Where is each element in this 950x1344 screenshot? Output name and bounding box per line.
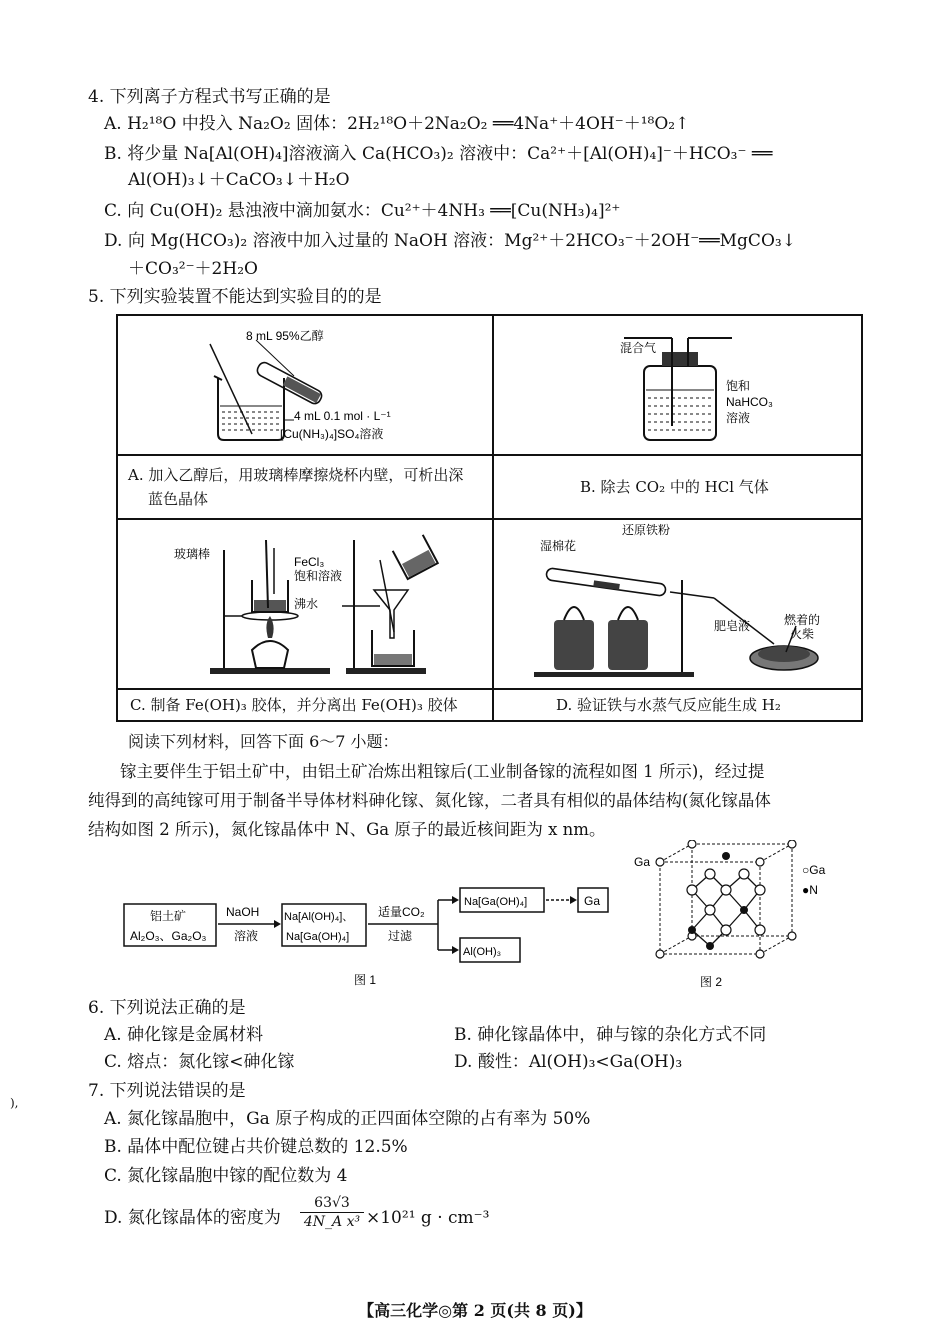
flow-arrow-naoh: NaOH: [226, 905, 260, 919]
flow-box-ore: 铝土矿: [150, 909, 187, 923]
figure2-legend-ga: ○Ga: [802, 863, 826, 877]
cell-a-figure: [117, 315, 493, 455]
q5-apparatus-table: [116, 314, 863, 722]
caption-a-line2: 蓝色晶体: [148, 490, 209, 508]
flow-box-ga: Ga: [584, 894, 601, 908]
flow-box-ore-oxides: Al₂O₃、Ga₂O₃: [130, 929, 207, 943]
figure1-caption: 图 1: [354, 973, 377, 987]
q7-option-b: B. 晶体中配位键占共价键总数的 12.5%: [104, 1137, 408, 1157]
q7-option-a: A. 氮化镓晶胞中，Ga 原子构成的正四面体空隙的占有率为 50%: [104, 1109, 591, 1129]
page-footer: 【高三化学◎第 2 页(共 8 页)】: [358, 1301, 592, 1320]
reading-line1: 镓主要伴生于铝土矿中，由铝土矿冶炼出粗镓后(工业制备镓的流程如图 1 所示)，经过提: [120, 762, 765, 781]
cell-b-caption: [493, 455, 862, 519]
q4-stem: 4. 下列离子方程式书写正确的是: [88, 87, 331, 107]
q7-density-fraction: [300, 1194, 364, 1231]
q6-stem: 6. 下列说法正确的是: [88, 998, 246, 1018]
apparatus-b-diagram: [494, 316, 863, 456]
label-iron-powder: 还原铁粉: [622, 523, 671, 537]
q7-option-d-suffix: ×10²¹ g · cm⁻³: [366, 1208, 490, 1228]
q7-stem: 7. 下列说法错误的是: [88, 1081, 246, 1101]
flow-box-ga-salt-2: Na[Ga(OH)₄]: [464, 896, 528, 908]
cell-b-figure: [493, 315, 862, 455]
figure2-caption: 图 2: [700, 975, 723, 989]
q4-option-a: A. H₂¹⁸O 中投入 Na₂O₂ 固体：2H₂¹⁸O＋2Na₂O₂ ══4Na⁺＋4OH⁻＋¹⁸O₂↑: [104, 114, 690, 134]
margin-mark: ),: [10, 1096, 19, 1110]
label-saturated-solution: 饱和溶液: [294, 569, 343, 583]
q7-option-d-prefix: D. 氮化镓晶体的密度为: [104, 1208, 281, 1228]
label-solution-conc: 4 mL 0.1 mol · L⁻¹: [294, 409, 391, 423]
label-saturated: 饱和: [726, 379, 751, 393]
q5-stem: 5. 下列实验装置不能达到实验目的的是: [88, 287, 382, 307]
apparatus-c-diagram: [118, 520, 494, 690]
q7-option-c: C. 氮化镓晶胞中镓的配位数为 4: [104, 1166, 348, 1186]
cell-a-caption: [117, 455, 493, 519]
label-wet-cotton: 湿棉花: [540, 539, 577, 553]
q4-option-b-line2: Al(OH)₃↓＋CaCO₃↓＋H₂O: [128, 170, 350, 190]
q4-option-d-line2: ＋CO₃²⁻＋2H₂O: [128, 259, 258, 279]
cell-c-figure: [117, 519, 493, 689]
fraction-numerator: 63√3: [300, 1194, 364, 1213]
q6-option-d: D. 酸性：Al(OH)₃<Ga(OH)₃: [454, 1052, 683, 1072]
label-solution: 溶液: [726, 411, 751, 425]
q4-option-c: C. 向 Cu(OH)₂ 悬浊液中滴加氨水：Cu²⁺＋4NH₃ ══[Cu(NH₃)₄]²⁺: [104, 201, 621, 221]
q6-option-a: A. 砷化镓是金属材料: [104, 1025, 264, 1045]
caption-c: C. 制备 Fe(OH)₃ 胶体，并分离出 Fe(OH)₃ 胶体: [130, 696, 458, 714]
figure2-crystal-cell: [630, 840, 850, 990]
caption-a-line1: A. 加入乙醇后，用玻璃棒摩擦烧杯内壁，可析出深: [128, 466, 464, 484]
fraction-denominator: 4N_A x³: [303, 1214, 361, 1230]
figure2-ga-label: Ga: [634, 855, 651, 869]
apparatus-d-diagram: [494, 520, 863, 690]
label-boiling-water: 沸水: [294, 597, 319, 611]
flow-arrow-solution: 溶液: [234, 929, 259, 943]
label-glass-rod: 玻璃棒: [174, 547, 211, 561]
label-fecl3: FeCl₃: [294, 555, 325, 569]
apparatus-a-diagram: [118, 316, 494, 456]
reading-intro: 阅读下列材料，回答下面 6～7 小题：: [128, 732, 399, 751]
flow-arrow-co2: 适量CO₂: [378, 905, 425, 919]
cell-d-caption: [493, 689, 862, 721]
flow-box-al-salt: Na[Al(OH)₄]、: [284, 911, 354, 923]
cell-c-caption: [117, 689, 493, 721]
label-burning: 燃着的: [784, 613, 821, 627]
label-nahco3: NaHCO₃: [726, 395, 773, 409]
flow-arrow-filter: 过滤: [388, 929, 413, 943]
reading-line3: 结构如图 2 所示)，氮化镓晶体中 N、Ga 原子的最近核间距为 x nm。: [88, 820, 606, 839]
figure2-legend-n: ●N: [802, 883, 818, 897]
flow-box-al-oh3: Al(OH)₃: [463, 946, 502, 958]
label-solution-name: [Cu(NH₃)₄]SO₄溶液: [280, 427, 384, 441]
caption-d: D. 验证铁与水蒸气反应能生成 H₂: [556, 696, 781, 714]
label-soap-solution: 肥皂液: [714, 619, 751, 633]
caption-b: B. 除去 CO₂ 中的 HCl 气体: [580, 478, 769, 496]
figure1-flowchart: [118, 880, 618, 990]
q4-option-b-line1: B. 将少量 Na[Al(OH)₄]溶液滴入 Ca(HCO₃)₂ 溶液中：Ca²⁺＋[Al(OH)₄]⁻＋HCO₃⁻ ══: [104, 144, 773, 164]
q6-option-c: C. 熔点：氮化镓<砷化镓: [104, 1052, 295, 1072]
label-mixed-gas: 混合气: [620, 341, 657, 355]
flow-box-ga-salt: Na[Ga(OH)₄]: [286, 931, 350, 943]
cell-d-figure: [493, 519, 862, 689]
q6-option-b: B. 砷化镓晶体中，砷与镓的杂化方式不同: [454, 1025, 767, 1045]
reading-line2: 纯得到的高纯镓可用于制备半导体材料砷化镓、氮化镓，二者具有相似的晶体结构(氮化镓晶体: [88, 791, 771, 810]
label-ethanol: 8 mL 95%乙醇: [246, 329, 324, 343]
q4-option-d-line1: D. 向 Mg(HCO₃)₂ 溶液中加入过量的 NaOH 溶液：Mg²⁺＋2HCO₃⁻＋2OH⁻══MgCO₃↓: [104, 231, 796, 251]
label-match: 火柴: [790, 627, 815, 641]
